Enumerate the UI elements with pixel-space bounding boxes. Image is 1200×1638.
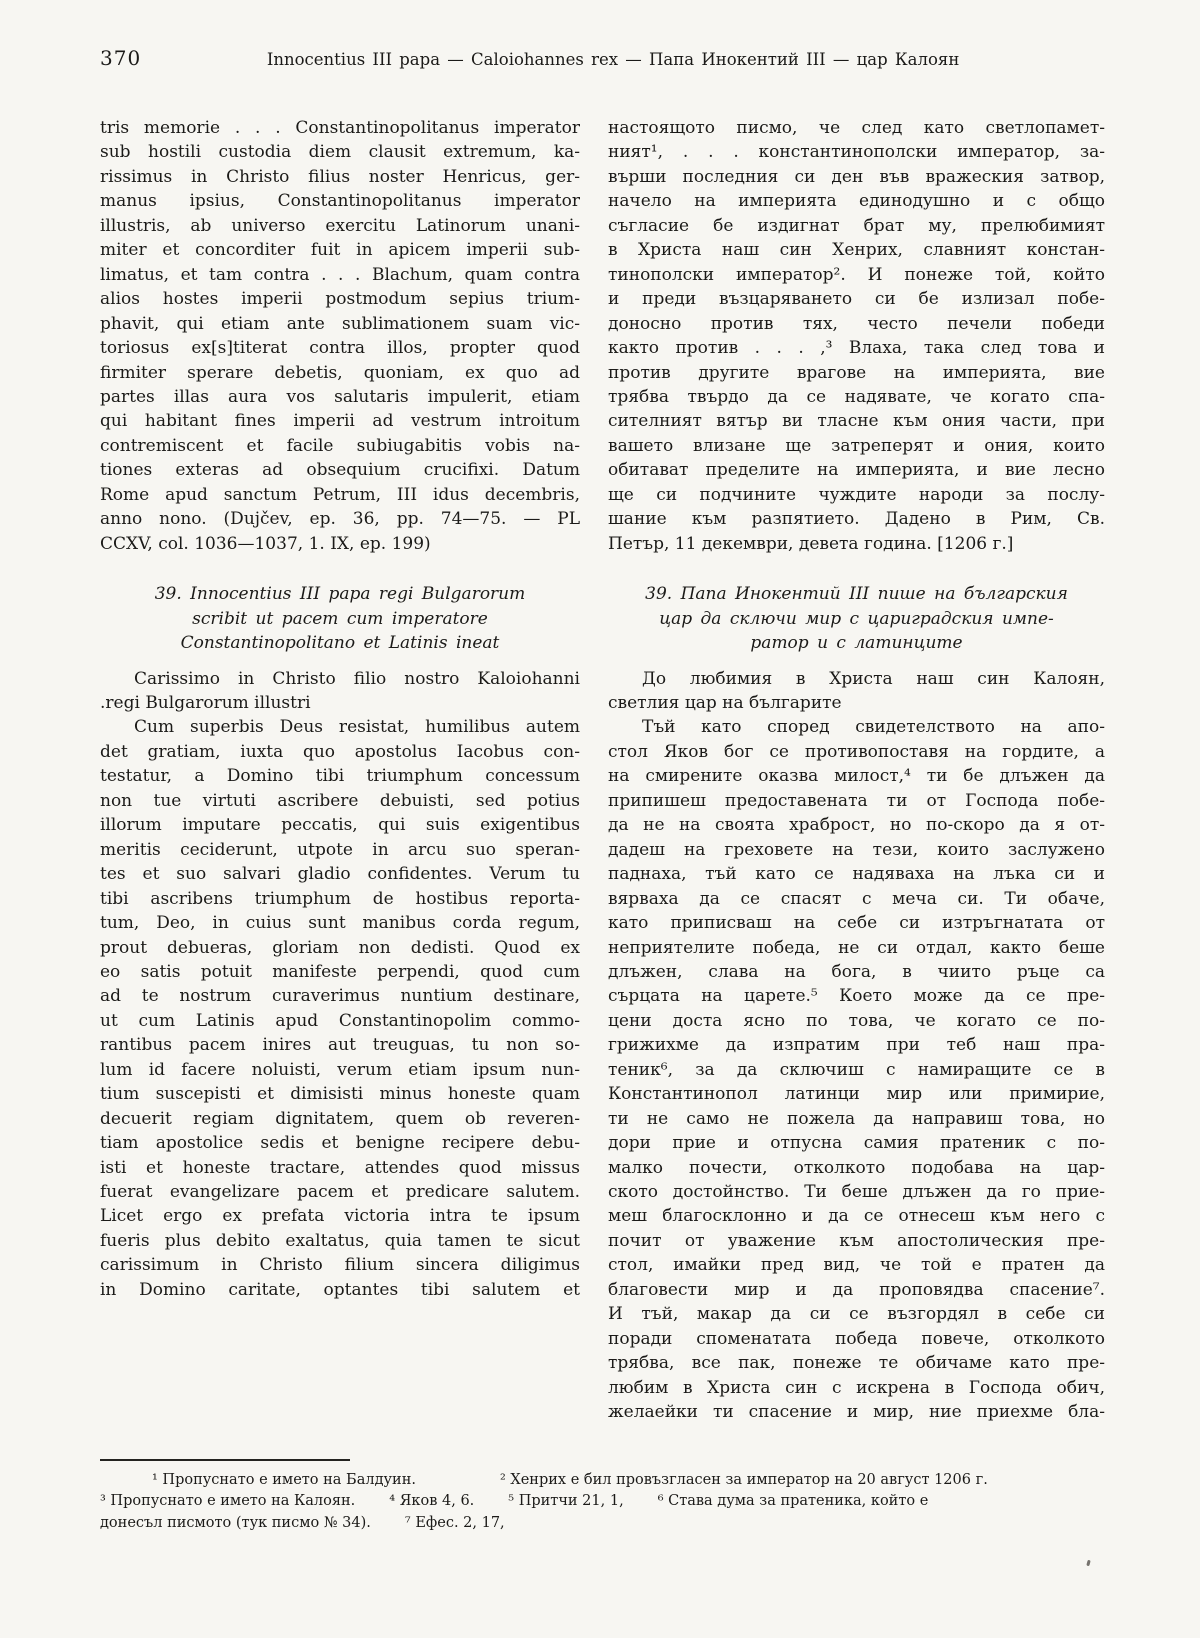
text-line: partes illas aura vos salutaris impulerit, etiam (100, 386, 580, 407)
scan-artifact-dot (1086, 1560, 1090, 1567)
text-line: toriosus ex[s]titerat contra illos, propter quod (100, 338, 580, 359)
text-line: сърцата на царете.⁵ Което може да се пре- (608, 986, 1105, 1007)
text-line: Тъй като според свидетелството на апо- (642, 717, 1105, 738)
heading-line: цар да сключи мир с цариградския импе- (659, 608, 1054, 629)
footnote-lines (100, 1470, 1105, 1535)
heading-line: 39. Папа Инокентий III пише на българския (645, 584, 1068, 605)
text-line: fueris plus debito exaltatus, quia tamen te sicut (100, 1230, 580, 1251)
text-line: малко почести, отколкото подобава на цар- (608, 1157, 1105, 1178)
footnote-line (100, 1491, 1105, 1513)
two-column-text (100, 116, 1105, 1425)
text-line: длъжен, слава на бога, в чиито ръце са (608, 961, 1105, 982)
text-line: fuerat evangelizare pacem et predicare salutem. (100, 1182, 580, 1203)
section-heading (608, 582, 1105, 655)
text-line: contremiscent et facile subiugabitis vobis na- (100, 435, 580, 456)
footnotes-section (100, 1459, 1105, 1535)
text-line: сителният вятър ви тласне към ония части, при (608, 411, 1105, 432)
paragraph (608, 116, 1105, 556)
text-line: prout debueras, gloriam non dedisti. Quod ex (100, 937, 580, 958)
text-line: CCXV, col. 1036—1037, 1. IX, ep. 199) (100, 533, 431, 554)
text-line: phavit, qui etiam ante sublimationem suam vic- (100, 313, 580, 334)
text-line: стол Яков бог се противопоставя на гордите, а (608, 741, 1105, 762)
text-line: меш благосклонно и да се отнесеш към него с (608, 1206, 1105, 1227)
heading-line: 39. Innocentius III papa regi Bulgarorum (154, 584, 526, 605)
text-line: ad te nostrum curaverimus nuntium destinare, (100, 986, 580, 1007)
text-line: начело на империята единодушно и с общо (608, 191, 1105, 212)
text-line: съгласие бе издигнат брат му, прелюбимият (608, 215, 1105, 236)
text-line: доносно против тях, често печели победи (608, 313, 1105, 334)
text-line: Carissimo in Christo filio nostro Kaloiohanni (134, 668, 580, 689)
left-column-latin (100, 116, 580, 1302)
text-line: illorum imputare peccatis, qui suis exigentibus (100, 815, 580, 836)
text-line: det gratiam, iuxta quo apostolus Iacobus con- (100, 741, 580, 762)
text-line: tris memorie . . . Constantinopolitanus imperator (100, 118, 580, 138)
text-line: rantibus pacem inires aut treuguas, tu non so- (100, 1035, 580, 1056)
text-line: meritis ceciderunt, utpote in arcu suo speran- (100, 839, 580, 860)
text-line: поради споменатата победа повече, отколкото (608, 1328, 1105, 1349)
footnote-line (100, 1470, 1105, 1492)
right-column-bulgarian (608, 116, 1105, 1425)
text-line: теник⁶, за да сключиш с намиращите се в (608, 1059, 1105, 1080)
text-line: .regi Bulgarorum illustri (100, 692, 311, 713)
text-line: стол, имайки пред вид, че той е пратен да (608, 1255, 1105, 1276)
footnote-item: ⁴ Яков 4, 6. (389, 1493, 475, 1510)
footnote-item: ³ Пропуснато е името на Калоян. (100, 1493, 356, 1510)
text-line: цени доста ясно по това, че когато се по- (608, 1010, 1105, 1031)
text-line: tium suscepisti et dimisisti minus honeste quam (100, 1084, 580, 1105)
text-line: rissimus in Christo filius noster Henricus, ger- (100, 166, 580, 187)
text-line: както против . . . ,³ Влаха, така след това и (608, 338, 1105, 359)
footnote-item: ⁷ Ефес. 2, 17, (404, 1514, 505, 1531)
text-line: illustris, ab universo exercitu Latinorum unani- (100, 215, 580, 236)
text-line: ското достойнство. Ти беше длъжен да го прие- (608, 1182, 1105, 1203)
text-line: Cum superbis Deus resistat, humilibus autem (134, 717, 580, 738)
text-line: благовести мир и да проповядва спасение⁷. (608, 1279, 1105, 1300)
paragraph (100, 116, 580, 556)
text-line: non tue virtuti ascribere debuisti, sed potius (100, 790, 580, 811)
text-line: miter et concorditer fuit in apicem imperii sub- (100, 240, 580, 261)
text-line: ният¹, . . . константинополски император, за- (608, 142, 1105, 163)
heading-line: Constantinopolitano et Latinis ineat (180, 633, 500, 654)
footnote-item: ¹ Пропуснато е името на Балдуин. (152, 1471, 416, 1488)
running-title: Innocentius III papa — Caloiohannes rex — Папа Инокентий III — цар Калоян (266, 50, 960, 69)
text-line: и преди възцаряването си бе излизал побе- (608, 289, 1105, 310)
section-heading (100, 582, 580, 655)
text-line: настоящото писмо, че след като светлопамет- (608, 118, 1105, 138)
text-line: светлия цар на българите (608, 692, 842, 713)
text-line: tes et suo salvari gladio confidentes. Verum tu (100, 864, 580, 885)
text-line: върши последния си ден във вражеския затвор, (608, 166, 1105, 187)
text-line: carissimum in Christo filium sincera diligimus (100, 1255, 580, 1276)
text-line: любим в Христа син с искрена в Господа обич, (608, 1377, 1105, 1398)
text-line: припишеш предоставената ти от Господа побе- (608, 790, 1105, 811)
text-line: почит от уважение към апостолическия пре- (608, 1230, 1105, 1251)
page-number: 370 (100, 46, 142, 70)
heading-line: scribit ut pacem cum imperatore (192, 608, 488, 629)
text-line: дадеш на греховете на тези, които заслужено (608, 839, 1105, 860)
text-line: eo satis potuit manifeste perpendi, quod cum (100, 961, 580, 982)
text-line: testatur, a Domino tibi triumphum concessum (100, 766, 580, 787)
page-header (100, 46, 1105, 72)
paragraph (608, 715, 1105, 1424)
text-line: decuerit regiam dignitatem, quem ob reveren- (100, 1108, 580, 1129)
text-line: вашето влизане ще затреперят и ония, които (608, 435, 1105, 456)
text-line: желаейки ти спасение и мир, ние приехме бла- (608, 1402, 1105, 1423)
text-line: тинополски император². И понеже той, който (608, 264, 1105, 285)
paragraph (608, 667, 1105, 716)
text-line: manus ipsius, Constantinopolitanus imperator (100, 191, 580, 212)
text-line: против другите врагове на империята, вие (608, 362, 1105, 383)
text-line: limatus, et tam contra . . . Blachum, quam contra (100, 264, 580, 285)
text-line: ut cum Latinis apud Constantinopolim commo- (100, 1010, 580, 1031)
text-line: firmiter sperare debetis, quoniam, ex quo ad (100, 362, 580, 383)
text-line: in Domino caritate, optantes tibi salutem et (100, 1279, 580, 1300)
text-line: isti et honeste tractare, attendes quod missus (100, 1157, 580, 1178)
footnote-item: ⁶ Става дума за пратеника, който е (657, 1493, 929, 1510)
text-line: шание към разпятието. Дадено в Рим, Св. (608, 509, 1105, 530)
footnote-item: ⁵ Притчи 21, 1, (508, 1493, 624, 1510)
text-line: lum id facere noluisti, verum etiam ipsum nun- (100, 1059, 580, 1080)
text-line: трябва твърдо да се надявате, че когато спа- (608, 386, 1105, 407)
text-line: паднаха, тъй като се надяваха на лъка си и (608, 864, 1105, 885)
text-line: Licet ergo ex prefata victoria intra te ipsum (100, 1206, 580, 1227)
text-line: ще си подчините чуждите народи за послу- (608, 484, 1105, 505)
text-line: alios hostes imperii postmodum sepius trium- (100, 289, 580, 310)
text-line: ти не само не пожела да направиш това, но (608, 1108, 1105, 1129)
text-line: Петър, 11 декември, девета година. [1206 г.] (608, 533, 1014, 554)
text-line: Rome apud sanctum Petrum, III idus decembris, (100, 484, 580, 505)
footnote-divider (100, 1459, 350, 1461)
text-line: в Христа наш син Хенрих, славният констан- (608, 240, 1105, 261)
paragraph (100, 715, 580, 1302)
text-line: tibi ascribens triumphum de hostibus reporta- (100, 888, 580, 909)
text-line: на смирените оказва милост,⁴ ти бе длъжен да (608, 766, 1105, 787)
text-line: И тъй, макар да си се възгордял в себе си (608, 1304, 1105, 1325)
heading-line: ратор и с латинците (750, 633, 963, 654)
footnote-item: ² Хенрих е бил провъзгласен за император на 20 август 1206 г. (499, 1471, 988, 1488)
text-line: дори прие и отпусна самия пратеник с по- (608, 1133, 1105, 1154)
paragraph (100, 667, 580, 716)
text-line: Константинопол латинци мир или примирие, (608, 1084, 1105, 1105)
text-line: qui habitant fines imperii ad vestrum introitum (100, 411, 580, 432)
text-line: tiones exteras ad obsequium crucifixi. Datum (100, 460, 580, 481)
text-line: като приписваш на себе си изтръгнатата от (608, 913, 1105, 934)
footnote-line (100, 1513, 1105, 1535)
text-line: anno nono. (Dujčev, ep. 36, pp. 74—75. — PL (100, 509, 580, 530)
text-line: обитават пределите на империята, и вие лесно (608, 460, 1105, 481)
text-line: вярваха да се спасят с меча си. Ти обаче, (608, 888, 1105, 909)
text-line: tiam apostolice sedis et benigne recipere debu- (100, 1133, 580, 1154)
text-line: sub hostili custodia diem clausit extremum, ka- (100, 142, 580, 163)
text-line: tum, Deo, in cuius sunt manibus corda regum, (100, 913, 580, 934)
footnote-item: донесъл писмото (тук писмо № 34). (100, 1514, 371, 1531)
text-line: До любимия в Христа наш син Калоян, (642, 668, 1105, 689)
text-line: трябва, все пак, понеже те обичаме като пре- (608, 1353, 1105, 1374)
text-line: грижихме да изпратим при теб наш пра- (608, 1035, 1105, 1056)
text-line: неприятелите победа, не си отдал, както беше (608, 937, 1105, 958)
text-line: да не на своята храброст, но по-скоро да я от- (608, 815, 1105, 836)
